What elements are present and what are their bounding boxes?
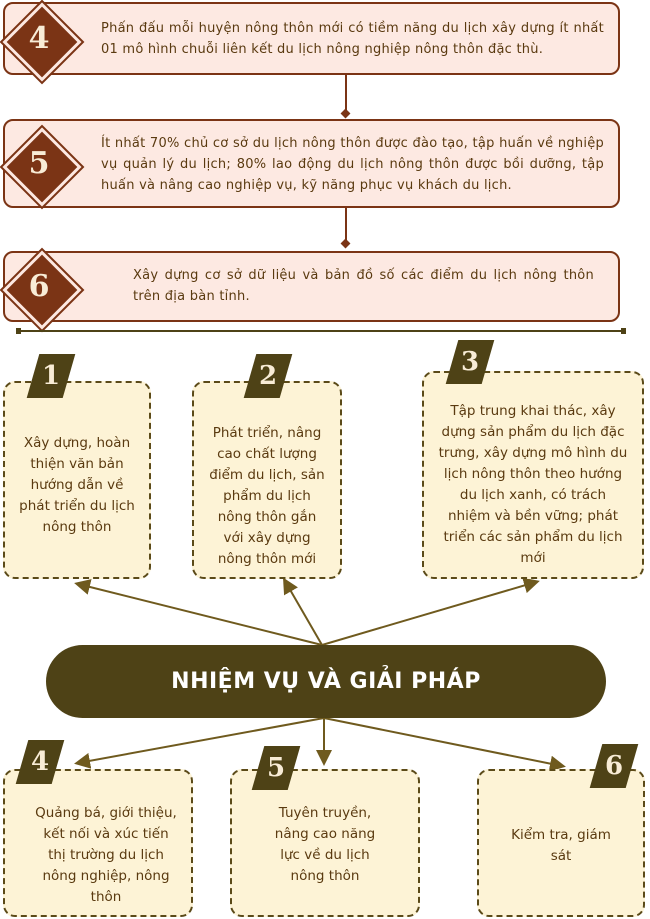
task-number: 3 (460, 347, 480, 377)
arrow-to-task-3 (322, 582, 536, 645)
task-card-3 (422, 371, 644, 579)
task-card-4 (3, 769, 193, 917)
goal-text: Ít nhất 70% chủ cơ sở du lịch nông thôn được đào tạo, tập huấn về nghiệp vụ quản lý du lịch; 80% lao động du lịch nông thôn được bồi dưỡng, tập huấn và nâng cao nghiệp vụ, kỹ năng phục vụ khách du lịch. (101, 136, 604, 193)
task-card-2 (192, 381, 342, 579)
goal-number: 5 (28, 146, 50, 181)
task-card-6 (477, 769, 645, 917)
task-text: Tập trung khai thác, xây dựng sản phẩm du lịch đặc trưng, xây dựng mô hình du lịch nông thôn theo hướng du lịch xanh, có trách nhiệm và bền vững; phát triển các sản phẩm du lịch mới (438, 403, 628, 566)
task-text: Quảng bá, giới thiệu, kết nối và xúc tiến thị trường du lịch nông nghiệp, nông thôn (35, 805, 177, 905)
arrow-to-task-6 (324, 718, 562, 766)
task-number: 6 (604, 751, 624, 781)
goal-number: 6 (28, 269, 50, 304)
task-card-1 (3, 381, 151, 579)
task-number: 5 (266, 753, 286, 783)
task-text: Tuyên truyền, nâng cao năng lực về du lịch nông thôn (274, 805, 376, 884)
task-number: 1 (41, 361, 61, 391)
task-text: Phát triển, nâng cao chất lượng điểm du lịch, sản phẩm du lịch nông thôn gắn với xây dựng nông thôn mới (209, 425, 325, 567)
task-text: Xây dựng, hoàn thiện văn bản hướng dẫn về phát triển du lịch nông thôn (19, 435, 135, 535)
goal-text: Phấn đấu mỗi huyện nông thôn mới có tiềm năng du lịch xây dựng ít nhất 01 mô hình chuỗi liên kết du lịch nông nghiệp nông thôn đặc thù. (101, 21, 604, 57)
task-number: 2 (258, 361, 278, 391)
task-text: Kiểm tra, giám sát (511, 827, 611, 864)
arrow-to-task-2 (285, 581, 322, 645)
goal-text: Xây dựng cơ sở dữ liệu và bản đồ số các điểm du lịch nông thôn trên địa bàn tỉnh. (133, 268, 594, 304)
task-number: 4 (30, 747, 50, 777)
center-title: NHIỆM VỤ VÀ GIẢI PHÁP (46, 645, 606, 718)
goal-number: 4 (28, 21, 50, 56)
arrow-to-task-1 (78, 584, 322, 645)
task-card-5 (230, 769, 420, 917)
